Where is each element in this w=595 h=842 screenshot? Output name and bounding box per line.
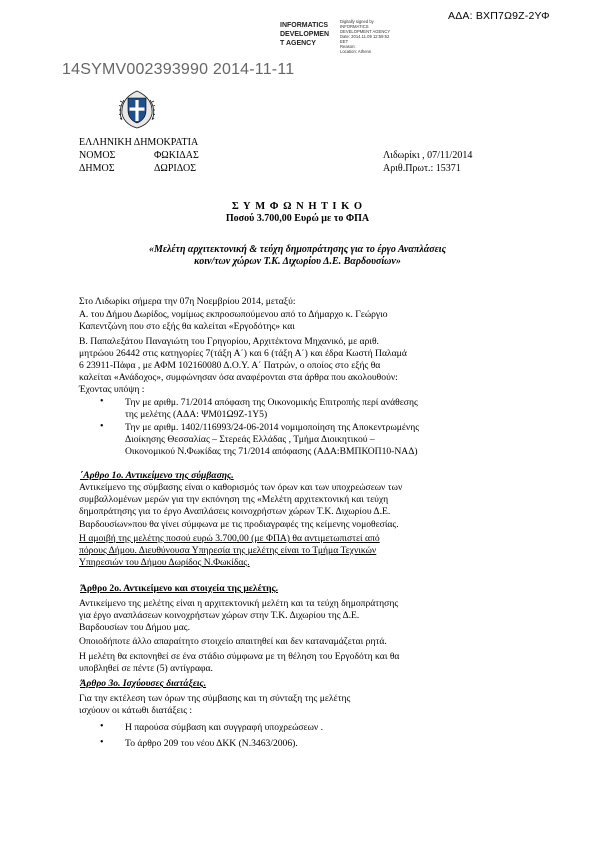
article-2-heading: Άρθρο 2ο. Αντικείμενο και στοιχεία της μελέτης. (80, 583, 279, 594)
article-1-line: Βαρδουσίων»που θα γίνει σύμφωνα με τις προδιαγραφές της κείμενης νομοθεσίας. (79, 519, 399, 530)
signature-signer-line: DEVELOPMEN (280, 31, 330, 38)
protocol-number: Αριθ.Πρωτ.: 15371 (383, 163, 461, 174)
article-2-line: Βαρδουσίων του Δήμου μας. (79, 622, 190, 633)
article-2-line: υποβληθεί σε πέντε (5) αντίγραφα. (79, 663, 213, 674)
article-1-line: πόρους Δήμου. Διευθύνουσα Υπηρεσία της μελέτης είναι το Τμήμα Τεχνικών (79, 545, 377, 556)
contract-subject-line: κοιν/των χώρων Τ.Κ. Διχωρίου Δ.Ε. Βαρδουσίων» (194, 256, 401, 267)
contract-subject-line: «Μελέτη αρχιτεκτονική & τεύχη δημοπράτησης για το έργο Αναπλάσεις (148, 244, 447, 255)
article-1-line: Υπηρεσιών του Δήμου Δωρίδος Ν.Φωκίδας. (79, 557, 250, 568)
consideration-line: Την με αριθμ. 71/2014 απόφαση της Οικονομικής Επιτροπής περί ανάθεσης (125, 397, 418, 408)
bullet-icon: • (100, 721, 104, 732)
municipality-value: ΔΩΡΙΔΟΣ (154, 163, 197, 174)
article-2-line: Αντικείμενο της μελέτης είναι η αρχιτεκτονική μελέτη και τα τεύχη δημοπράτησης (79, 598, 399, 609)
signature-signer-line: INFORMATICS (280, 22, 329, 29)
article-2-line: Η μελέτη θα εκπονηθεί σε ένα στάδιο σύμφωνα με τη θέληση του Εργοδότη και θα (79, 651, 400, 662)
article-3-line: Για την εκτέλεση των όρων της σύμβασης και τη σύνταξη της μελέτης (79, 693, 351, 704)
consideration-line: Διοίκησης Θεσσαλίας – Στερεάς Ελλάδας , Τμήμα Διοικητικού – (125, 434, 375, 445)
intro-line: μητρώου 26442 στις κατηγορίες 7(τάξη Α΄) και 6 (τάξη Α΄) και έδρα Κωστή Παλαμά (79, 348, 407, 359)
signature-details (340, 19, 420, 54)
intro-line: Α. του Δήμου Δωρίδος, νομίμως εκπροσωπούμενου από το Δήμαρχο κ. Γεώργιο (79, 309, 388, 320)
article-1-heading: ΄Αρθρο 1ο. Αντικείμενο της σύμβασης. (80, 470, 234, 481)
article-1-line: Η αμοιβή της μελέτης ποσού ευρώ 3.700,00 (με ΦΠΑ) θα αντιμετωπιστεί από (79, 533, 380, 544)
prefecture-value: ΦΩΚΙΔΑΣ (154, 150, 199, 161)
intro-line: Στο Λιδωρίκι σήμερα την 07η Νοεμβρίου 2014, μεταξύ: (79, 296, 296, 307)
signature-detail-line: Reason: (340, 44, 356, 49)
article-3-item: Η παρούσα σύμβαση και συγγραφή υποχρεώσεων . (125, 722, 324, 733)
bullet-icon: • (100, 737, 104, 748)
article-2-line: Οποιοδήποτε άλλο απαραίτητο στοιχείο απαιτηθεί και δεν καταναμάζεται ρητά. (79, 636, 387, 647)
country-name: ΕΛΛΗΝΙΚΗ ΔΗΜΟΚΡΑΤΙΑ (79, 137, 199, 148)
consideration-line: Την με αριθμ. 1402/116993/24-06-2014 νομιμοποίηση της Αποκεντρωμένης (125, 422, 420, 433)
contract-amount: Ποσού 3.700,00 Ευρώ με το ΦΠΑ (225, 213, 370, 224)
signature-detail-line: INFORMATICS (340, 24, 369, 29)
prefecture-label: ΝΟΜΟΣ (79, 150, 116, 161)
intro-line: καλείται «Ανάδοχος», συμφώνησαν όσα αναφέρονται στα άρθρα που ακολουθούν: (79, 372, 398, 383)
article-1-line: συμβαλλομένων μερών για την εκπόνηση της «Μελέτη αρχιτεκτονική και τεύχη (79, 494, 389, 505)
document-id: 14SYMV002393990 2014-11-11 (62, 61, 295, 78)
signature-detail-line: EET (340, 39, 349, 44)
signature-detail-line: Location: Athens (340, 49, 371, 54)
intro-line: Καπεντζώνη που στο εξής θα καλείται «Εργοδότης» και (79, 321, 295, 332)
article-3-line: ισχύουν οι κάτωθι διατάξεις : (79, 705, 193, 716)
intro-line: Β. Παπαλεξάτου Παναγιώτη του Γρηγορίου, Αρχιτέκτονα Μηχανικό, με αριθ. (79, 336, 379, 347)
signature-signer-line: T AGENCY (280, 40, 316, 47)
signature-detail-line: Date: 2014.11.09 12:59:52 (340, 34, 390, 39)
greek-coat-of-arms-icon (116, 88, 158, 130)
consideration-line: Οικονομικού Ν.Φωκίδας της 71/2014 απόφασης (ΑΔΑ:ΒΜΠΚΟΠ10-ΝΑΔ) (125, 446, 418, 457)
signature-detail-line: DEVELOPMENT AGENCY (340, 29, 391, 34)
intro-line: 6 23911-Πάφα , με ΑΦΜ 102160080 Δ.Ο.Υ. Α΄ Πατρών, ο οποίος στο εξής θα (79, 360, 381, 371)
article-1-line: δημοπράτησης για το έργο Αναπλάσεις κοινοχρήστων χώρων Τ.Κ. Διχωρίου Δ.Ε. (79, 506, 391, 517)
article-1-line: Αντικείμενο της σύμβασης είναι ο καθορισμός των όρων και των υποχρεώσεων των (79, 482, 403, 493)
article-3-heading: Άρθρο 3ο. Ισχύουσες διατάξεις. (80, 678, 207, 689)
ada-code: ΑΔΑ: ΒΧΠ7Ω9Ζ-2ΥΦ (448, 10, 550, 22)
digital-signature-stamp (280, 18, 420, 66)
article-3-item: Το άρθρο 209 του νέου ΔΚΚ (Ν.3463/2006). (125, 738, 298, 749)
consideration-line: της μελέτης (ΑΔΑ: ΨΜ01Ω9Ζ-1Υ5) (125, 409, 268, 420)
place-date: Λιδωρίκι , 07/11/2014 (383, 150, 473, 161)
article-2-line: για έργο αναπλάσεων κοινοχρήστων χώρων στην Τ.Κ. Διχωρίου της Δ.Ε. (79, 610, 360, 621)
intro-line: Έχοντας υπόψη : (79, 384, 145, 395)
municipality-label: ΔΗΜΟΣ (79, 163, 115, 174)
signature-detail-line: Digitally signed by (340, 19, 374, 24)
signature-signer (280, 21, 338, 48)
contract-heading: Σ Υ Μ Φ Ω Ν Η Τ Ι Κ Ο (231, 201, 364, 212)
bullet-icon: • (100, 396, 104, 407)
bullet-icon: • (100, 421, 104, 432)
